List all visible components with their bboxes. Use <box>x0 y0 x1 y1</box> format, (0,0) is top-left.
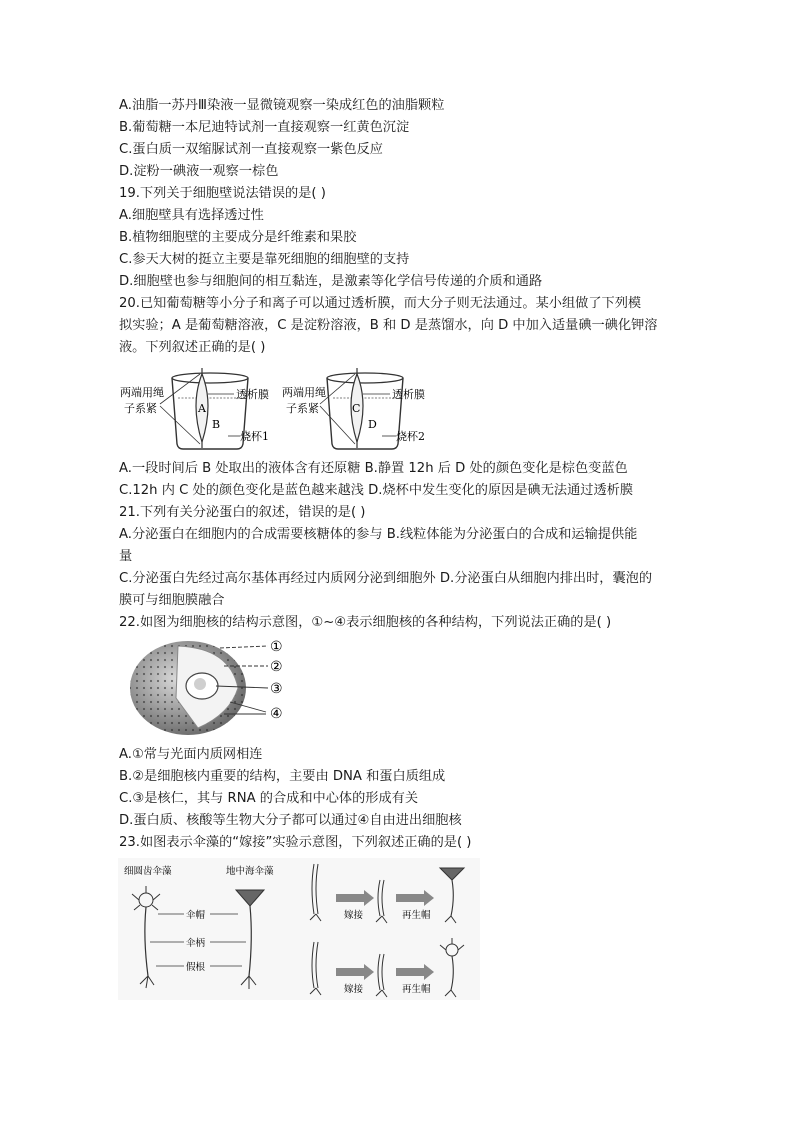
species-2-label: 地中海伞藻 <box>226 866 274 877</box>
q19-option-d: D.细胞壁也参与细胞间的相互黏连，是激素等化学信号传递的介质和通路 <box>119 274 543 289</box>
regen-label-2: 再生帽 <box>402 984 431 995</box>
q22-option-c: C.③是核仁，其与 RNA 的合成和中心体的形成有关 <box>119 791 419 806</box>
membrane-label-2: 透析膜 <box>392 388 425 401</box>
tie-label-1-line2: 子系紧 <box>124 402 157 415</box>
species-1-label: 细圆齿伞藻 <box>124 866 172 877</box>
q20-options-ab: A.一段时间后 B 处取出的液体含有还原糖 B.静置 12h 后 D 处的颜色变化是棕色变蓝色 <box>119 461 628 476</box>
graft-label-2: 嫁接 <box>344 984 364 995</box>
tie-label-2-line1: 两端用绳 <box>282 386 326 399</box>
label-1: ① <box>270 639 283 655</box>
beaker-2 <box>327 368 403 449</box>
stalk-label: 伞柄 <box>186 938 206 949</box>
q20-options-cd: C.12h 内 C 处的颜色变化是蓝色越来越浅 D.烧杯中发生变化的原因是碘无法通过透析膜 <box>119 483 634 498</box>
bag-c-label: C <box>352 402 361 415</box>
q19-option-a: A.细胞壁具有选择透过性 <box>119 208 264 223</box>
q19-stem: 19.下列关于细胞壁说法错误的是( ) <box>119 186 326 201</box>
dialysis-beaker-figure <box>120 364 440 456</box>
membrane-label-1: 透析膜 <box>236 388 269 401</box>
q21-options-line-3: C.分泌蛋白先经过高尔基体再经过内质网分泌到细胞外 D.分泌蛋白从细胞内排出时，囊泡的 <box>119 571 653 586</box>
q21-options-line-4: 膜可与细胞膜融合 <box>119 593 225 608</box>
beaker-2-label: 烧杯2 <box>396 430 425 443</box>
beaker-1-label: 烧杯1 <box>240 430 269 443</box>
label-3: ③ <box>270 681 283 697</box>
q20-stem-line-3: 液。下列叙述正确的是( ) <box>119 340 266 355</box>
tie-label-1-line1: 两端用绳 <box>120 386 164 399</box>
water-b-label: B <box>212 418 221 431</box>
acetabularia-graft-figure <box>118 858 480 1000</box>
q22-option-a: A.①常与光面内质网相连 <box>119 747 263 762</box>
beaker-1 <box>172 368 248 449</box>
q20-stem-line-2: 拟实验；A 是葡萄糖溶液，C 是淀粉溶液，B 和 D 是蒸馏水，向 D 中加入适量碘一碘化钾溶 <box>119 318 658 333</box>
nucleus-figure <box>120 636 310 742</box>
q19-option-c: C.参天大树的挺立主要是靠死细胞的细胞壁的支持 <box>119 252 410 267</box>
regen-label-1: 再生帽 <box>402 910 431 921</box>
q18-option-b: B.葡萄糖一本尼迪特试剂一直接观察一红黄色沉淀 <box>119 120 410 135</box>
q22-option-d: D.蛋白质、核酸等生物大分子都可以通过④自由进出细胞核 <box>119 813 462 828</box>
q22-option-b: B.②是细胞核内重要的结构，主要由 DNA 和蛋白质组成 <box>119 769 446 784</box>
label-2: ② <box>270 659 283 675</box>
q21-options-line-1: A.分泌蛋白在细胞内的合成需要核糖体的参与 B.线粒体能为分泌蛋白的合成和运输提供能 <box>119 527 638 542</box>
q18-option-a: A.油脂一苏丹Ⅲ染液一显微镜观察一染成红色的油脂颗粒 <box>119 98 445 113</box>
q23-stem: 23.如图表示伞藻的“嫁接”实验示意图，下列叙述正确的是( ) <box>119 835 472 850</box>
q18-option-c: C.蛋白质一双缩脲试剂一直接观察一紫色反应 <box>119 142 383 157</box>
cap-label: 伞帽 <box>186 910 206 921</box>
q21-options-line-2: 量 <box>119 549 133 564</box>
q19-option-b: B.植物细胞壁的主要成分是纤维素和果胶 <box>119 230 357 245</box>
q21-stem: 21.下列有关分泌蛋白的叙述，错误的是( ) <box>119 505 366 520</box>
bag-a-label: A <box>198 402 206 415</box>
q20-stem-line-1: 20.已知葡萄糖等小分子和离子可以通过透析膜，而大分子则无法通过。某小组做了下列模 <box>119 296 642 311</box>
water-d-label: D <box>368 418 377 431</box>
tie-label-2-line2: 子系紧 <box>286 402 319 415</box>
rhizoid-label: 假根 <box>186 962 206 973</box>
q18-option-d: D.淀粉一碘液一观察一棕色 <box>119 164 279 179</box>
label-4: ④ <box>270 706 283 722</box>
graft-label-1: 嫁接 <box>344 910 364 921</box>
q22-stem: 22.如图为细胞核的结构示意图，①~④表示细胞核的各种结构，下列说法正确的是( ) <box>119 615 612 630</box>
